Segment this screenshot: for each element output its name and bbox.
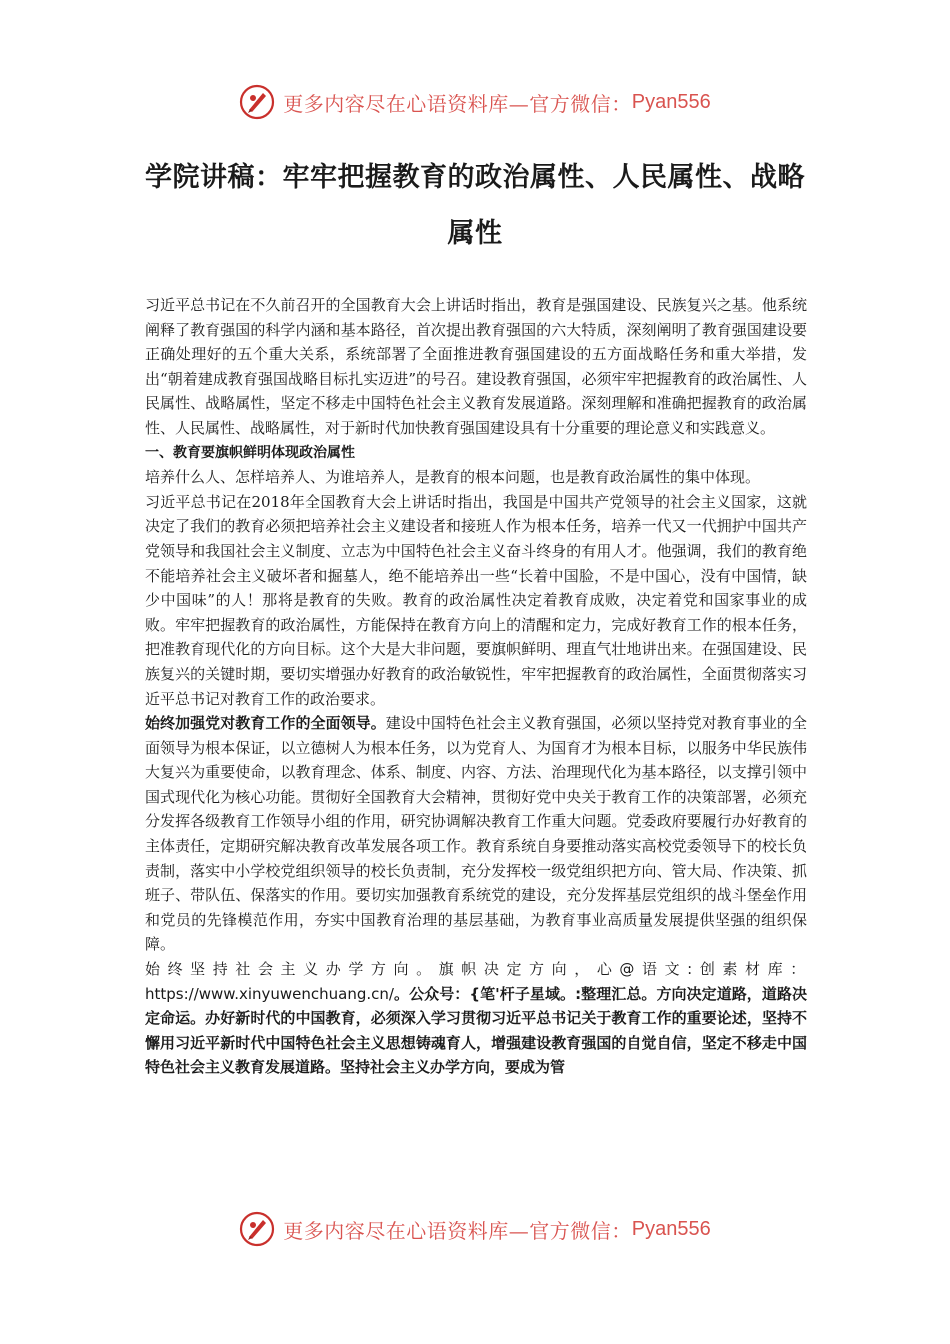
document-body: [145, 293, 807, 1080]
paragraph-3-body: 建设中国特色社会主义教育强国，必须以坚持党对教育事业的全面领导为根本保证，以立德树人为根本任务，以为党育人、为国育才为根本目标，以服务中华民族伟大复兴为重要使命，以教育理念、体系、制度、内容、方法、治理现代化为基本路径，以支撑引领中国式现代化为核心功能。贯彻好全国教育大会精神，贯彻好党中央关于教育工作的决策部署，必须充分发挥各级教育工作领导小组的作用，研究协调解决教育工作重大问题。党委政府要履行办好教育的主体责任，定期研究解决教育改革发展各项工作。教育系统自身要推动落实高校党委领导下的校长负责制，落实中小学校党组织领导的校长负责制，充分发挥校一级党组织把方向、管大局、作决策、抓班子、带队伍、保落实的作用。要切实加强教育系统党的建设，充分发挥基层党组织的战斗堡垒作用和党员的先锋模范作用，夯实中国教育治理的基层基础，为教育事业高质量发展提供坚强的组织保障。: [145, 714, 807, 954]
watermark-handle: Pyan556: [631, 90, 711, 113]
pen-logo-icon: [239, 1211, 275, 1247]
intro-paragraph: 习近平总书记在不久前召开的全国教育大会上讲话时指出，教育是强国建设、民族复兴之基。他系统阐释了教育强国的科学内涵和基本路径，首次提出教育强国的六大特质，深刻阐明了教育强国建设要正确处理好的五个重大关系，系统部署了全面推进教育强国建设的五方面战略任务和重大举措，发出“朝着建成教育强国战略目标扎实迈进”的号召。建设教育强国，必须牢牢把握教育的政治属性、人民属性、战略属性，坚定不移走中国特色社会主义教育发展道路。深刻理解和准确把握教育的政治属性、人民属性、战略属性，对于新时代加快教育强国建设具有十分重要的理论意义和实践意义。: [145, 296, 807, 437]
watermark-text: 更多内容尽在心语资料库—官方微信：: [283, 1218, 632, 1243]
watermark-text: 更多内容尽在心语资料库—官方微信：: [283, 91, 632, 116]
source-link[interactable]: https://www.xinyuwenchuang.cn/: [145, 984, 394, 1003]
paragraph-4: [145, 957, 807, 1080]
page-title: 学院讲稿：牢牢把握教育的政治属性、人民属性、战略属性: [145, 162, 805, 249]
paragraph-4-lead: 始终坚持社会主义办学方向。旗帜决定方向，心@语文:创素材库：: [145, 960, 807, 979]
pen-logo-icon: [239, 84, 275, 120]
paragraph-3: [145, 711, 807, 957]
paragraph-1: 培养什么人、怎样培养人、为谁培养人，是教育的根本问题，也是教育政治属性的集中体现。: [145, 468, 761, 487]
watermark-banner-bottom: [0, 1209, 950, 1249]
paragraph-3-lead: 始终加强党对教育工作的全面领导。: [145, 714, 386, 733]
paragraph-2: 习近平总书记在2018年全国教育大会上讲话时指出，我国是中国共产党领导的社会主义国家，这就决定了我们的教育必须把培养社会主义建设者和接班人作为根本任务，培养一代又一代拥护中国共产党领导和我国社会主义制度、立志为中国特色社会主义奋斗终身的有用人才。他强调，我们的教育绝不能培养社会主义破坏者和掘墓人，绝不能培养出一些“长着中国脸，不是中国心，没有中国情，缺少中国味”的人！那将是教育的失败。教育的政治属性决定着教育成败，决定着党和国家事业的成败。牢牢把握教育的政治属性，方能保持在教育方向上的清醒和定力，完成好教育工作的根本任务，把准教育现代化的方向目标。这个大是大非问题，要旗帜鲜明、理直气壮地讲出来。在强国建设、民族复兴的关键时期，要切实增强办好教育的政治敏锐性，牢牢把握教育的政治属性，全面贯彻落实习近平总书记对教育工作的政治要求。: [145, 492, 807, 708]
paragraph-4-body: 。公众号：{笔'杆子星域。:整理汇总。方向决定道路，道路决定命运。办好新时代的中国教育，必须深入学习贯彻习近平总书记关于教育工作的重要论述，坚持不懈用习近平新时代中国特色社会主义思想铸魂育人，增强建设教育强国的自觉自信，坚定不移走中国特色社会主义教育发展道路。坚持社会主义办学方向，要成为管: [145, 984, 807, 1077]
section-heading: 一、教育要旗帜鲜明体现政治属性: [145, 444, 355, 461]
watermark-handle: Pyan556: [631, 1217, 711, 1240]
watermark-banner-top: [0, 82, 950, 122]
